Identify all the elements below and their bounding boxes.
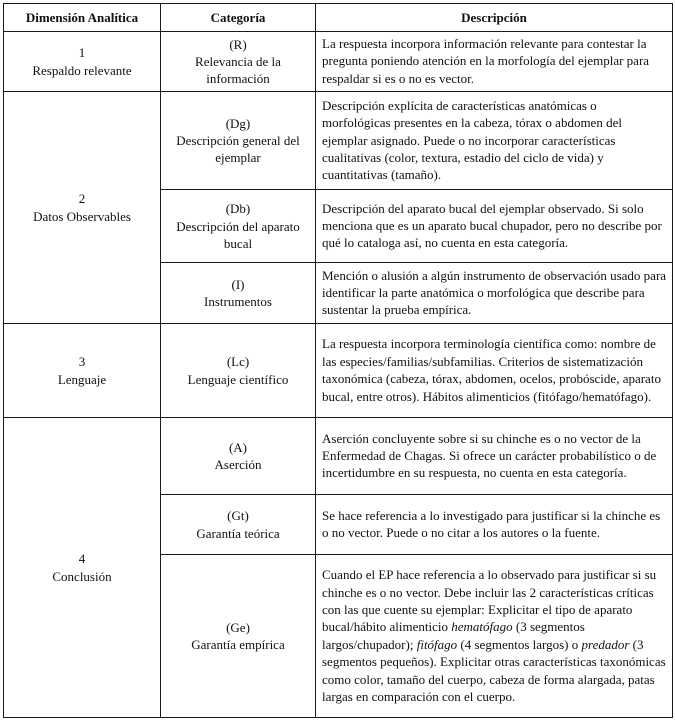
category-name: Instrumentos bbox=[204, 294, 272, 310]
category-name: Garantía teórica bbox=[196, 525, 280, 541]
category-code: (I) bbox=[231, 276, 245, 292]
dimension-number: 3 bbox=[78, 354, 86, 370]
dimension-cell bbox=[4, 324, 161, 418]
table-row bbox=[4, 92, 673, 190]
category-code: (A) bbox=[228, 439, 248, 455]
category-code: (Db) bbox=[225, 201, 251, 217]
term-fitofago: fitófago bbox=[416, 636, 458, 652]
dimension-name: Conclusión bbox=[52, 568, 112, 584]
header-row bbox=[4, 4, 673, 32]
dimension-name: Datos Observables bbox=[33, 208, 131, 224]
description-cell: Mención o alusión a algún instrumento de observación usado para identificar la parte anatómica o morfológica que describe para sustentar la prueba empírica. bbox=[316, 263, 673, 324]
dimension-number: 1 bbox=[78, 45, 86, 61]
header-description: Descripción bbox=[316, 4, 673, 32]
term-hematofago: hematófago bbox=[451, 619, 513, 635]
category-code: (Ge) bbox=[226, 619, 250, 635]
category-name: Relevancia de la información bbox=[195, 53, 281, 87]
dimension-number: 4 bbox=[78, 551, 86, 567]
description-cell: Se hace referencia a lo investigado para justificar si la chinche es o no vector. Puede o no citar a los autores o la fuente. bbox=[316, 495, 673, 555]
category-cell bbox=[161, 190, 316, 263]
description-text: (3 segmentos pequeños). Explicitar otras características taxonómicas como color, tamaño del cuerpo, cabeza de forma alargada, patas largas en comparación con el cuerpo. bbox=[322, 636, 666, 704]
description-cell: La respuesta incorpora información relevante para contestar la pregunta poniendo atención en la morfología del ejemplar para respaldar si es o no es vector. bbox=[316, 32, 673, 92]
category-name: Descripción del aparato bucal bbox=[176, 218, 300, 251]
header-dimension: Dimensión Analítica bbox=[4, 4, 161, 32]
description-cell bbox=[316, 555, 673, 718]
category-cell bbox=[161, 555, 316, 718]
dimension-name: Respaldo relevante bbox=[32, 62, 132, 78]
category-name: Aserción bbox=[214, 457, 262, 473]
dimension-cell bbox=[4, 32, 161, 92]
category-code: (Lc) bbox=[226, 354, 250, 370]
table-row bbox=[4, 418, 673, 495]
category-cell bbox=[161, 418, 316, 495]
rubric-table bbox=[3, 3, 673, 718]
category-cell bbox=[161, 495, 316, 555]
dimension-name: Lenguaje bbox=[57, 371, 107, 387]
dimension-number: 2 bbox=[78, 191, 86, 207]
description-text: (4 segmentos largos) o bbox=[457, 636, 579, 652]
dimension-cell bbox=[4, 92, 161, 324]
category-cell bbox=[161, 263, 316, 324]
category-name: Descripción general del ejemplar bbox=[176, 133, 300, 166]
description-cell: La respuesta incorpora terminología científica como: nombre de las especies/familias/subfamilias. Criterios de sistematización taxonómica (cabeza, tórax, abdomen, ocelos, probóscide, aparato bucal, entre otros). Hábitos alimenticios (fitófago/hematófago). bbox=[316, 324, 673, 418]
description-text: (3 segmentos largos/chupador); bbox=[322, 619, 585, 652]
category-cell bbox=[161, 92, 316, 190]
table-row bbox=[4, 324, 673, 418]
term-predador: predador bbox=[581, 636, 630, 652]
table-row bbox=[4, 32, 673, 92]
category-name: Lenguaje científico bbox=[187, 371, 289, 387]
description-cell: Descripción explícita de características anatómicas o morfológicas presentes en la cabeza, tórax o abdomen del ejemplar asignado. Puede o no incorporar características cualitativas (color, textura, estadio del ciclo de vida) y cuantitativas (tamaño). bbox=[316, 92, 673, 190]
description-cell: Aserción concluyente sobre si su chinche es o no vector de la Enfermedad de Chagas. Si ofrece un carácter probabilístico o de incertidumbre en su respuesta, no cuenta en esta categoría. bbox=[316, 418, 673, 495]
description-text: Cuando el EP hace referencia a lo observado para justificar si su chinche es o no vector. Debe incluir las 2 características críticas con las que cuente su ejemplar: Explicitar el tipo de aparato bucal/hábito alimenticio bbox=[322, 567, 657, 635]
category-cell bbox=[161, 324, 316, 418]
category-code: (Gt) bbox=[227, 508, 249, 524]
category-cell bbox=[161, 32, 316, 92]
header-category: Categoría bbox=[161, 4, 316, 32]
category-code: (R) bbox=[229, 36, 247, 52]
dimension-cell bbox=[4, 418, 161, 718]
category-code: (Dg) bbox=[225, 115, 251, 131]
description-cell: Descripción del aparato bucal del ejemplar observado. Si solo menciona que es un aparato bucal chupador, pero no describe por qué lo cataloga así, no cuenta en esta categoría. bbox=[316, 190, 673, 263]
category-name: Garantía empírica bbox=[191, 637, 285, 653]
